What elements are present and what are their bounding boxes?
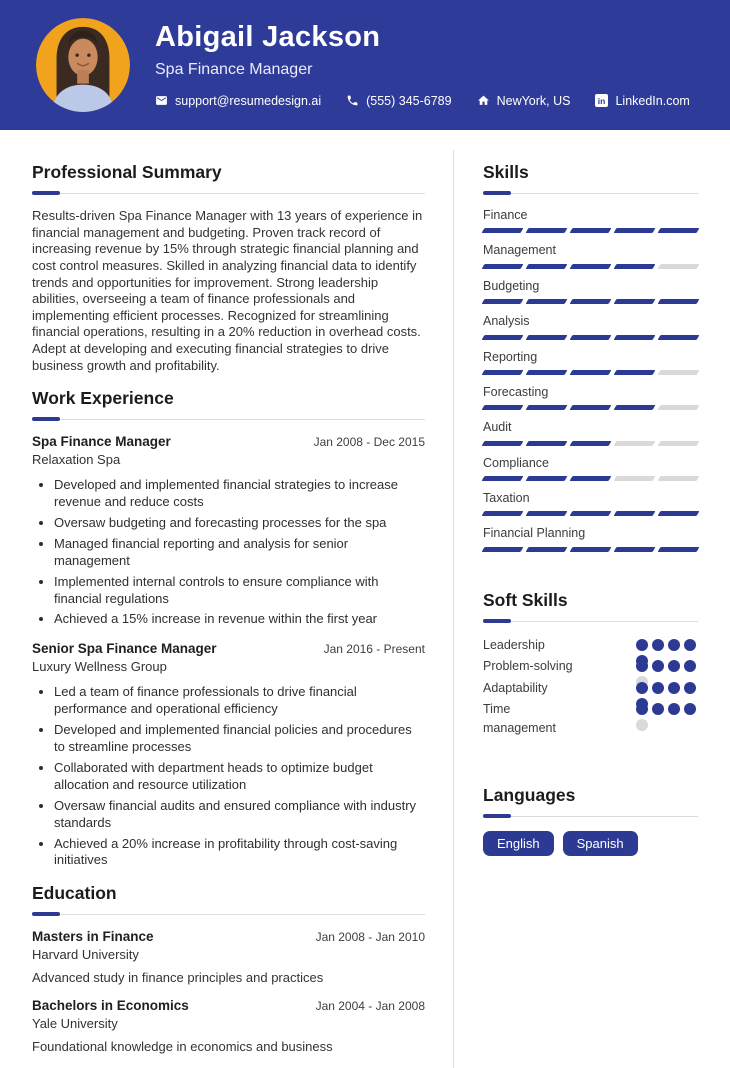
skill-bar <box>483 405 698 410</box>
skill-item <box>483 456 698 481</box>
soft-skill-item <box>483 657 698 676</box>
skill-bar <box>483 335 698 340</box>
section-heading-languages: Languages <box>483 784 576 805</box>
contact-phone[interactable] <box>346 94 451 108</box>
skill-label: Management <box>483 243 556 258</box>
phone-icon <box>346 94 359 107</box>
skill-item <box>483 491 698 516</box>
section-heading-education: Education <box>32 883 117 904</box>
content <box>0 130 730 1068</box>
section-rule <box>32 193 425 194</box>
education-entry <box>32 998 425 1054</box>
job-bullet: • Oversaw financial audits and ensured compliance with industry standards <box>54 798 425 832</box>
skill-label: Audit <box>483 420 512 435</box>
job-company: Relaxation Spa <box>32 452 121 468</box>
svg-text:in: in <box>598 96 606 107</box>
soft-skill-label: Problem-solving <box>483 659 573 674</box>
contact-linkedin-text: LinkedIn.com <box>615 93 690 108</box>
section-rule <box>483 816 698 817</box>
job-bullet: • Implemented internal controls to ensure compliance with financial regulations <box>54 574 425 608</box>
person-name: Abigail Jackson <box>155 21 381 54</box>
sidebar <box>453 150 698 1068</box>
skill-bar <box>483 299 698 304</box>
skill-bar <box>483 228 698 233</box>
section-rule <box>32 914 425 915</box>
skill-label: Reporting <box>483 349 538 364</box>
profile-photo-illustration <box>36 18 130 112</box>
soft-skill-label: Leadership <box>483 637 545 652</box>
linkedin-icon <box>595 94 608 107</box>
school-name: Harvard University <box>32 947 139 963</box>
education-dates: Jan 2008 - Jan 2010 <box>315 930 425 945</box>
soft-skill-dots <box>636 682 698 694</box>
job-title-text: Spa Finance Manager <box>32 434 171 450</box>
job-bullet-list <box>32 684 425 869</box>
contact-linkedin[interactable] <box>595 94 689 108</box>
section-heading-soft-skills: Soft Skills <box>483 589 568 610</box>
contact-location-text: NewYork, US <box>496 93 571 108</box>
skill-label: Analysis <box>483 314 530 329</box>
language-pill-spanish[interactable]: Spanish <box>563 831 638 856</box>
job-title-text: Senior Spa Finance Manager <box>32 641 217 657</box>
section-languages <box>483 785 698 856</box>
contact-row <box>155 94 690 108</box>
avatar <box>36 18 130 112</box>
section-heading-summary: Professional Summary <box>32 162 222 182</box>
skill-item <box>483 243 698 268</box>
section-heading-work: Work Experience <box>32 388 174 409</box>
person-job-title: Spa Finance Manager <box>155 60 313 78</box>
contact-phone-text: (555) 345-6789 <box>366 93 452 108</box>
skill-item <box>483 420 698 445</box>
skill-item <box>483 208 698 233</box>
job-bullet: • Managed financial reporting and analysis for senior management <box>54 536 425 570</box>
education-description: Foundational knowledge in economics and business <box>32 1039 333 1055</box>
skill-bar <box>483 511 698 516</box>
skill-item <box>483 350 698 375</box>
skill-item <box>483 526 698 551</box>
degree-text: Masters in Finance <box>32 929 154 945</box>
skill-label: Forecasting <box>483 384 549 399</box>
summary-text: Results-driven Spa Finance Manager with 13 years of experience in financial management and budgeting. Proven track record of increasing revenue by 15% through strategic financial planning and cost control measures. Skilled in analyzing financial data to identify trends and opportunities for improvement. Strong leadership abilities, overseeing a team of finance professionals and implementing efficient processes. Recognized for streamlining financial operations, resulting in a 20% reduction in overhead costs. Adept at developing and executing financial strategies to drive business growth and profitability. <box>32 208 423 373</box>
section-rule <box>32 419 425 420</box>
job-bullet: • Achieved a 15% increase in revenue within the first year <box>54 611 425 628</box>
job-bullet: • Led a team of finance professionals to drive financial performance and operational efficiency <box>54 684 425 718</box>
job-entry <box>32 434 425 628</box>
skill-label: Budgeting <box>483 278 540 293</box>
section-rule <box>483 621 698 622</box>
skill-bar <box>483 476 698 481</box>
contact-email-text: support@resumedesign.ai <box>175 93 322 108</box>
soft-skill-dots <box>636 660 698 672</box>
section-work-experience <box>32 388 425 869</box>
job-dates: Jan 2008 - Dec 2015 <box>313 435 425 450</box>
section-professional-summary <box>32 162 425 374</box>
language-pill-english[interactable]: English <box>483 831 554 856</box>
job-company: Luxury Wellness Group <box>32 659 167 675</box>
contact-location[interactable] <box>477 94 571 108</box>
job-bullet: • Collaborated with department heads to optimize budget allocation and resource utilization <box>54 760 425 794</box>
skill-label: Taxation <box>483 491 530 505</box>
school-name: Yale University <box>32 1016 118 1032</box>
job-bullet: • Oversaw budgeting and forecasting processes for the spa <box>54 515 425 532</box>
skill-bar <box>483 441 698 446</box>
section-skills <box>483 162 698 552</box>
header <box>0 0 730 130</box>
job-bullet: • Developed and implemented financial policies and procedures to streamline processes <box>54 722 425 756</box>
skill-bar <box>483 547 698 552</box>
section-education <box>32 883 425 1054</box>
skill-label: Finance <box>483 208 528 222</box>
soft-skill-dots <box>636 639 698 651</box>
soft-skill-item <box>483 679 698 698</box>
education-description: Advanced study in finance principles and practices <box>32 970 324 986</box>
email-icon <box>155 94 168 107</box>
skill-item <box>483 385 698 410</box>
home-icon <box>477 94 490 107</box>
soft-skill-label: Adaptability <box>483 680 548 695</box>
skill-bar <box>483 370 698 375</box>
skill-bar <box>483 264 698 269</box>
soft-skill-item <box>483 636 698 655</box>
job-bullet: • Achieved a 20% increase in profitability through cost-saving initiatives <box>54 836 425 870</box>
language-list <box>483 831 698 856</box>
skill-item <box>483 279 698 304</box>
soft-skill-label: Time management <box>483 701 556 736</box>
soft-skill-dots <box>636 703 698 715</box>
degree-text: Bachelors in Economics <box>32 998 189 1014</box>
skill-label: Financial Planning <box>483 526 586 541</box>
skill-label: Compliance <box>483 455 550 470</box>
main-column <box>32 150 453 1068</box>
job-bullet: • Developed and implemented financial strategies to increase revenue and reduce costs <box>54 477 425 511</box>
education-entry <box>32 929 425 985</box>
job-dates: Jan 2016 - Present <box>323 642 425 657</box>
skill-item <box>483 314 698 339</box>
contact-email[interactable] <box>155 94 321 108</box>
job-bullet-list <box>32 477 425 628</box>
section-soft-skills <box>483 590 698 739</box>
education-dates: Jan 2004 - Jan 2008 <box>315 999 425 1014</box>
section-rule <box>483 193 698 194</box>
soft-skill-item <box>483 700 698 739</box>
section-heading-skills: Skills <box>483 162 529 182</box>
job-entry <box>32 641 425 869</box>
